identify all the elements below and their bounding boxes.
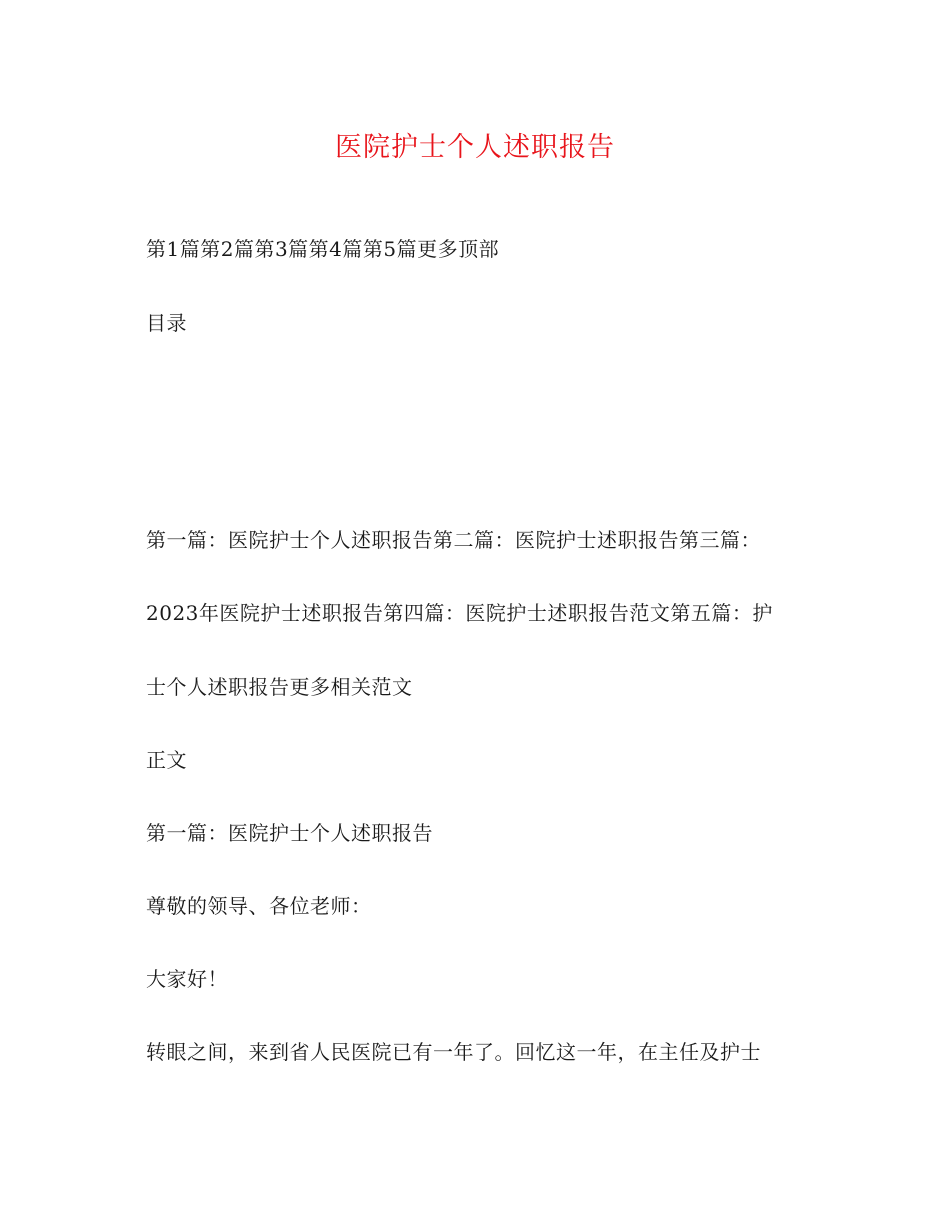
toc-line: 2023年医院护士述职报告第四篇：医院护士述职报告范文第五篇：护 xyxy=(146,601,773,625)
document-title: 医院护士个人述职报告 xyxy=(335,132,615,163)
greeting: 大家好！ xyxy=(146,967,228,991)
toc-heading: 目录 xyxy=(146,311,187,335)
toc-line: 士个人述职报告更多相关范文 xyxy=(146,675,413,699)
salutation: 尊敬的领导、各位老师： xyxy=(146,894,372,918)
toc-line: 第一篇：医院护士个人述职报告第二篇：医院护士述职报告第三篇： xyxy=(146,528,761,552)
body-heading: 正文 xyxy=(146,748,187,772)
paragraph-text: 转眼之间，来到省人民医院已有一年了。回忆这一年，在主任及护士 xyxy=(146,1040,761,1064)
section-title: 第一篇：医院护士个人述职报告 xyxy=(146,821,433,845)
nav-links: 第1篇第2篇第3篇第4篇第5篇更多顶部 xyxy=(146,237,500,261)
